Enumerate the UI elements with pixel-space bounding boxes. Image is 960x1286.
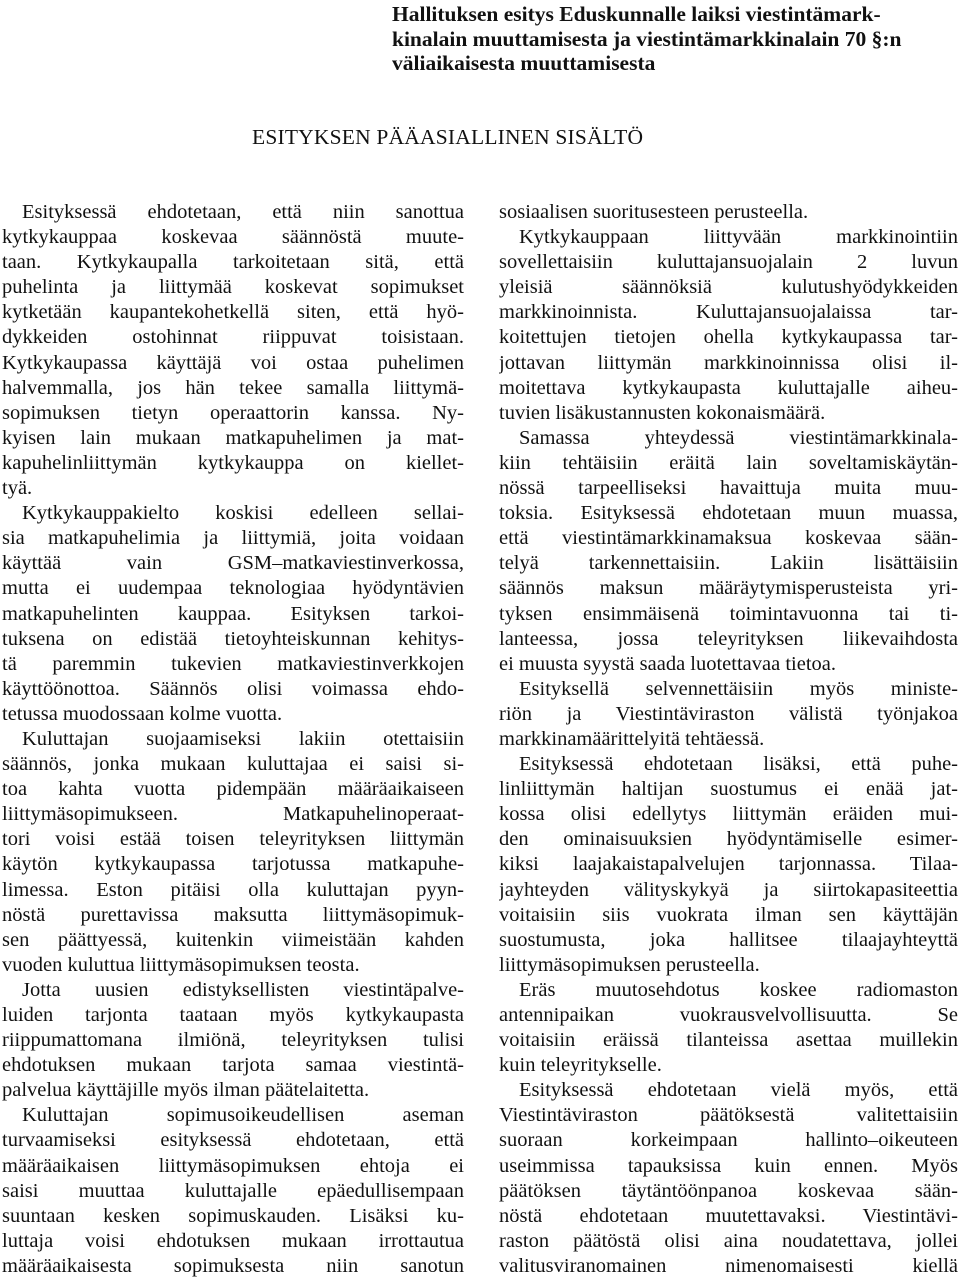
text-line: päätöksen täytäntöönpanoa koskevaa sään-: [499, 1179, 958, 1202]
text-line: tuvien lisäkustannusten kokonaismäärä.: [499, 401, 826, 424]
text-line: luiden tarjonta taataan myös kytkykaupasta: [2, 1004, 464, 1026]
text-line: taan. Kytkykaupalla tarkoitetaan sitä, että: [2, 251, 464, 274]
text-line: toa kahta vuotta pidempään määräaikaiseen: [2, 778, 464, 801]
text-line: tetussa muodossaan kolme vuotta.: [2, 702, 283, 725]
text-line: sosiaalisen suoritusesteen perusteella.: [499, 201, 809, 223]
text-line: jottavan liittymän markkinoinnissa olisi il-: [499, 351, 958, 374]
text-line: Esityksessä ehdotetaan, että niin sanottua: [22, 201, 464, 223]
text-line: jayhteyden välityskykyä ja siirtokapasiteettia: [499, 878, 958, 901]
text-line: suuntaan kesken sopimuskauden. Lisäksi ku-: [2, 1204, 464, 1227]
text-line: markkinamäärittelyitä tehtäessä.: [499, 727, 765, 750]
text-line: Kytkykaupassa käyttäjä voi ostaa puhelimen: [2, 351, 464, 374]
text-line: sen päättyessä, kuitenkin viimeistään kahden: [2, 928, 464, 951]
text-line: kiin tehtäisiin eräitä lain soveltamiskäytän-: [499, 451, 958, 474]
text-line: tyä.: [2, 477, 33, 500]
text-line: lanteessa, jossa teleyrityksen liikevaihdosta: [499, 627, 958, 650]
text-line: telyä tarkennettaisiin. Lakiin lisättäisiin: [499, 552, 958, 575]
text-line: puhelinta ja liittymää koskevat sopimukset: [2, 276, 464, 299]
text-line: valitusviranomainen nimenomaisesti kiellä: [499, 1254, 958, 1277]
text-line: määräaikaisesta sopimuksesta niin sanotun: [2, 1254, 464, 1277]
text-line: moitettava kytkykaupasta kuluttajalle aiheu-: [499, 376, 958, 399]
text-line: kossa olisi edellytys liittymän eräiden mui-: [499, 803, 958, 826]
text-line: Viestintäviraston päätöksestä valitettaisiin: [499, 1104, 958, 1127]
text-line: yleisiä säännöksiä kulutushyödykkeiden: [499, 276, 958, 299]
text-line: suostumusta, joka hallitsee tilaajayhteyttä: [499, 928, 958, 951]
text-line: tä paremmin tukevien matkaviestinverkkojen: [2, 652, 464, 675]
text-line: tori voisi estää toisen teleyrityksen liittymän: [2, 828, 464, 851]
text-line: riippumattomana ilmiönä, teleyrityksen tulisi: [2, 1029, 464, 1052]
text-line: kiksi laajakaistapalvelujen tarjonnassa. Tilaa-: [499, 853, 958, 876]
text-line: Jotta uusien edistyksellisten viestintäpalve-: [22, 978, 464, 1001]
text-line: ehdotuksen mukaan tarjota samaa viestintä-: [2, 1054, 464, 1077]
text-line: turvaamiseksi esityksessä ehdotetaan, että: [2, 1129, 464, 1152]
text-line: nössä tarpeelliseksi havaittuja muita muu-: [499, 477, 958, 500]
text-line: käyttöönottoa. Säännös olisi voimassa ehdo-: [2, 677, 464, 700]
text-line: antennipaikan vuokrausvelvollisuutta. Se: [499, 1004, 958, 1026]
text-line: Kytkykauppaan liittyvään markkinointiin: [519, 226, 958, 249]
text-line: tuksena on edistää tietoyhteiskunnan kehitys-: [2, 627, 464, 650]
text-line: palvelua käyttäjille myös ilman päätelaitetta.: [2, 1079, 370, 1102]
text-line: Eräs muutosehdotus koskee radiomaston: [519, 978, 958, 1001]
text-line: kuin teleyritykselle.: [499, 1054, 662, 1077]
text-line: kytketään kaupantekohetkellä siten, että hyö-: [2, 301, 464, 324]
text-line: useimmissa tapauksissa kuin ennen. Myös: [499, 1154, 958, 1177]
text-line: liittymäsopimukseen. Matkapuhelinoperaat-: [2, 803, 464, 826]
text-line: den ominaisuuksien hyödyntämiselle esimer-: [499, 828, 958, 851]
text-line: kyisen lain mukaan matkapuhelimen ja mat-: [2, 426, 464, 449]
text-line: suoraan korkeimpaan hallinto–oikeuteen: [499, 1129, 958, 1152]
text-line: saisi muuttaa kuluttajalle epäedullisempaan: [2, 1179, 464, 1202]
text-line: säännös, jonka mukaan kuluttajaa ei saisi si-: [2, 753, 464, 776]
text-line: mutta ei uudempaa teknologiaa hyödyntävien: [2, 577, 464, 600]
text-line: voitaisiin eräissä tilanteissa asettaa muillekin: [499, 1029, 958, 1052]
text-line: Kytkykauppakielto koskisi edelleen sellai-: [22, 502, 464, 525]
right-text-column: [499, 200, 958, 1279]
text-line: Kuluttajan suojaamiseksi lakiin otettaisiin: [22, 727, 464, 750]
text-line: ei muusta syystä saada luotettavaa tietoa.: [499, 652, 836, 675]
text-line: raston päätöstä olisi aina noudatettava, jollei: [499, 1229, 958, 1252]
document-title-line: kinalain muuttamisesta ja viestintämarkkinalain 70 §:n: [392, 26, 902, 51]
text-line: riön ja Viestintäviraston välistä työnjakoa: [499, 702, 958, 725]
text-line: halvemmalla, jos hän tekee samalla liittymä-: [2, 376, 464, 399]
text-line: liittymäsopimuksen perusteella.: [499, 953, 760, 976]
document-title-line: väliaikaisesta muuttamisesta: [392, 51, 656, 75]
document-title: [392, 2, 960, 76]
section-heading: ESITYKSEN PÄÄASIALLINEN SISÄLTÖ: [252, 125, 644, 149]
left-text-column: [2, 200, 464, 1279]
text-line: kytkykauppaa koskevaa säännöstä muute-: [2, 226, 464, 249]
text-line: luttaja voisi ehdotuksen mukaan irrottautua: [2, 1229, 464, 1252]
document-title-line: Hallituksen esitys Eduskunnalle laiksi viestintämark-: [392, 2, 881, 26]
text-line: voitaisiin siis vuokrata ilman sen käyttäjän: [499, 903, 958, 926]
text-line: Kuluttajan sopimusoikeudellisen aseman: [22, 1104, 464, 1127]
text-line: dykkeiden ostohinnat riippuvat toisistaan.: [2, 326, 464, 349]
text-line: Samassa yhteydessä viestintämarkkinala-: [519, 426, 958, 449]
text-line: Esityksellä selvennettäisiin myös ministe-: [519, 677, 958, 700]
text-line: sia matkapuhelimia ja liittymiä, joita voidaan: [2, 527, 464, 550]
text-line: sopimuksen tietyn operaattorin kanssa. Ny-: [2, 401, 464, 424]
text-line: käyttää vain GSM–matkaviestinverkossa,: [2, 552, 464, 575]
text-line: koitettujen tietojen ohella kytkykaupassa tar-: [499, 326, 958, 349]
text-line: kapuhelinliittymän kytkykauppa on kiellet-: [2, 451, 464, 474]
text-line: markkinoinnista. Kuluttajansuojalaissa tar-: [499, 301, 958, 324]
text-line: nöstä ehdotetaan muutettavaksi. Viestintävi-: [499, 1204, 958, 1227]
text-line: määräaikaisen liittymäsopimuksen ehtoja ei: [2, 1154, 464, 1177]
text-line: nöstä purettavissa maksutta liittymäsopimuk-: [2, 903, 464, 926]
text-line: linliittymän haltijan suostumus ei enää jat-: [499, 778, 958, 801]
text-line: vuoden kuluttua liittymäsopimuksen teosta.: [2, 953, 360, 976]
text-line: Esityksessä ehdotetaan lisäksi, että puhe-: [519, 753, 958, 776]
text-line: sovellettaisiin kuluttajansuojalain 2 luvun: [499, 251, 958, 274]
text-line: että viestintämarkkinamaksua koskevaa sään-: [499, 527, 958, 550]
text-line: toksia. Esityksessä ehdotetaan muun muassa,: [499, 502, 958, 525]
text-line: Esityksessä ehdotetaan vielä myös, että: [519, 1079, 958, 1102]
text-line: tyksen ensimmäisenä toimintavuonna tai ti-: [499, 602, 958, 625]
text-line: säännös maksun määräytymisperusteista yri-: [499, 577, 958, 600]
text-line: limessa. Eston pitäisi olla kuluttajan pyyn-: [2, 878, 464, 901]
text-line: matkapuhelinten kauppaa. Esityksen tarkoi-: [2, 602, 464, 625]
text-line: käytön kytkykaupassa tarjotussa matkapuhe-: [2, 853, 464, 876]
